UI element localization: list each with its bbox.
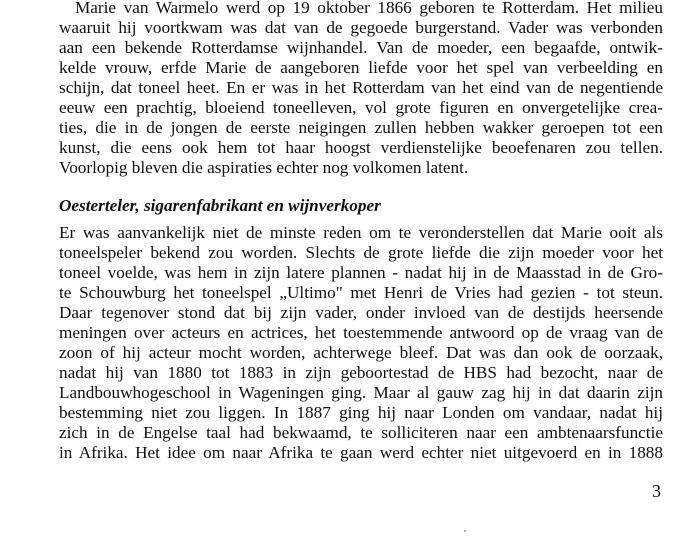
paragraph-2-line: Er was aanvankelijk niet de minste reden om te veronderstellen dat Marie ooit als [59, 223, 663, 242]
paragraph-1-line: kelde vrouw, erfde Marie de aangeboren liefde voor het spel van verbeelding en [59, 58, 663, 77]
paragraph-1-line: ties, die in de jongen de eerste neigingen zullen hebben wakker geroepen tot een [59, 118, 663, 137]
paragraph-1-line: kunst, die eens ook hem tot haar hoogst verdienstelijke beoefenaren zou tellen. [59, 138, 663, 157]
paragraph-2-line: zoon of hij acteur mocht worden, achterwege bleef. Dat was dan ook de oorzaak, [59, 343, 663, 362]
paragraph-1-line: aan een bekende Rotterdamse wijnhandel. Van de moeder, een begaafde, ontwik- [59, 38, 663, 57]
paragraph-2-line: nadat hij van 1880 tot 1883 in zijn geboortestad de HBS had bezocht, naar de [59, 363, 663, 382]
scan-speck [464, 530, 466, 532]
paragraph-2-line: bestemming niet zou liggen. In 1887 ging hij naar Londen om vandaar, nadat hij [59, 403, 663, 422]
page-number: 3 [652, 481, 661, 501]
paragraph-1-line: Voorlopig bleven die aspiraties echter nog volkomen latent. [59, 158, 469, 177]
paragraph-2-line: toneel voelde, was hem in zijn latere plannen - nadat hij in de Maasstad in de Gro- [59, 263, 663, 282]
paragraph-2-line: toneelspeler bekend zou worden. Slechts de grote liefde die zijn moeder voor het [59, 243, 663, 262]
paragraph-2-line: Daar tegenover stond dat bij zijn vader, onder invloed van de destijds heersende [59, 303, 663, 322]
paragraph-1-line: eeuw een prachtig, bloeiend toneelleven, vol grote figuren en onvergetelijke crea- [59, 98, 663, 117]
section-heading: Oesterteler, sigarenfabrikant en wijnverkoper [59, 196, 381, 215]
paragraph-2-line: te Schouwburg het toneelspel „Ultimo" met Henri de Vries had gezien - tot steun. [59, 283, 663, 302]
paragraph-1-line: Marie van Warmelo werd op 19 oktober 1866 geboren te Rotterdam. Het milieu [75, 0, 663, 17]
paragraph-1-line: waaruit hij voortkwam was dat van de gegoede burgerstand. Vader was verbonden [59, 18, 663, 37]
paragraph-2-line: in Afrika. Het idee om naar Afrika te gaan werd echter niet uitgevoerd en in 1888 [59, 443, 663, 462]
paragraph-1-line: schijn, dat toneel heet. En er was in het Rotterdam van het eind van de negentiende [59, 78, 663, 97]
paragraph-2-line: meningen over acteurs en actrices, het toestemmende antwoord op de vraag van de [59, 323, 663, 342]
paragraph-2-line: Landbouwhogeschool in Wageningen ging. Maar al gauw zag hij in dat daarin zijn [59, 383, 663, 402]
paragraph-2-line: zich in de Engelse taal had bekwaamd, te solliciteren naar een ambtenaarsfunctie [59, 423, 663, 442]
